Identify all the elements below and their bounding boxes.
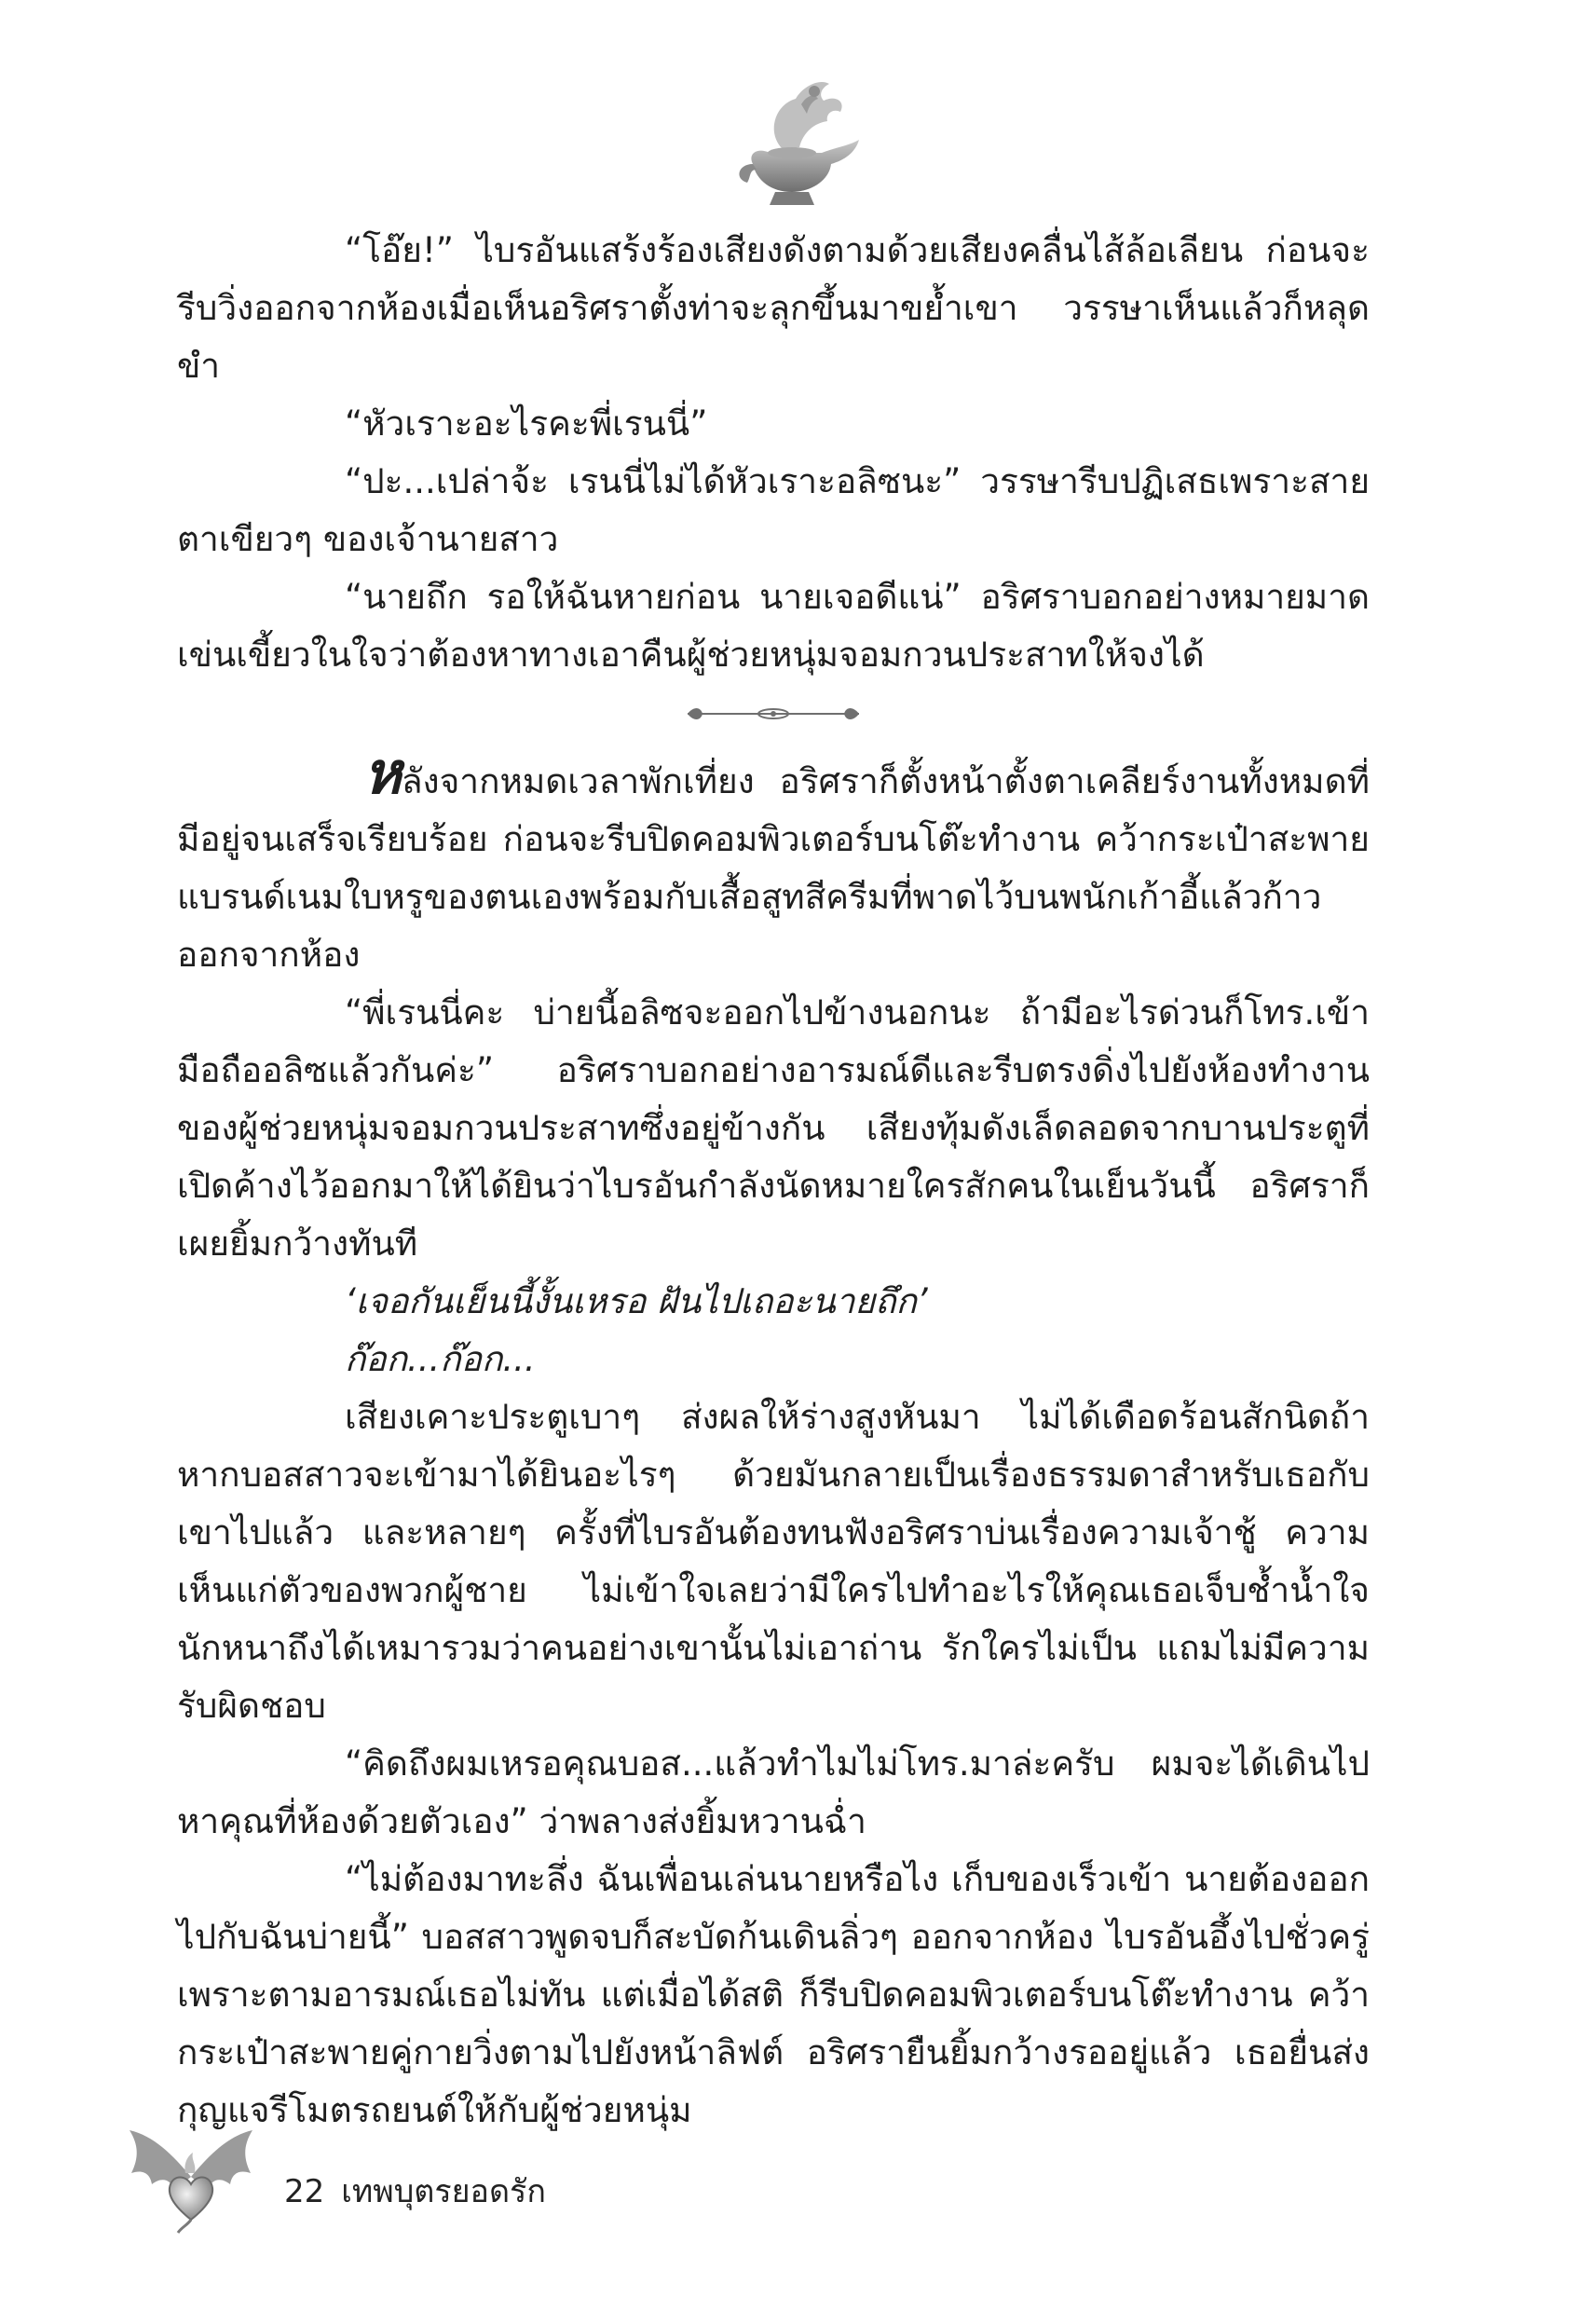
paragraph: “คิดถึงผมเหรอคุณบอส...แล้วทำไมไม่โทร.มาล่ะครับ ผมจะได้เดินไปหาคุณที่ห้องด้วยตัวเอง” ว่าพลางส่งยิ้มหวานฉ่ำ xyxy=(177,1744,1370,1841)
book-title: เทพบุตรยอดรัก xyxy=(341,2173,546,2210)
genie-lamp-icon xyxy=(710,67,878,216)
paragraph-sound: ก๊อก...ก๊อก... xyxy=(345,1339,536,1379)
paragraph: เสียงเคาะประตูเบาๆ ส่งผลให้ร่างสูงหันมา ไม่ได้เดือดร้อนสักนิดถ้าหากบอสสาวจะเข้ามาได้ยินอะไรๆ ด้วยมันกลายเป็นเรื่องธรรมดาสำหรับเธอกับเขาไปแล้ว และหลายๆ ครั้งที่ไบรอันต้องทนฟังอริศราบ่นเรื่องความเจ้าชู้ ความเห็นแก่ตัวของพวกผู้ชาย ไม่เข้าใจเลยว่ามีใครไปทำอะไรให้คุณเธอเจ็บช้ำน้ำใจนักหนาถึงได้เหมารวมว่าคนอย่างเขานั้นไม่เอาถ่าน รักใครไม่เป็น แถมไม่มีความรับผิดชอบ xyxy=(177,1397,1370,1726)
page-footer xyxy=(126,2108,685,2257)
paragraph: “พี่เรนนี่คะ บ่ายนี้อลิซจะออกไปข้างนอกนะ ถ้ามีอะไรด่วนก็โทร.เข้ามือถืออลิซแล้วกันค่ะ” อริศราบอกอย่างอารมณ์ดีและรีบตรงดิ่งไปยังห้องทำงานของผู้ช่วยหนุ่มจอมกวนประสาทซึ่งอยู่ข้างกัน เสียงทุ้มดังเล็ดลอดจากบานประตูที่เปิดค้างไว้ออกมาให้ได้ยินว่าไบรอันกำลังนัดหมายใครสักคนในเย็นวันนี้ อริศราก็เผยยิ้มกว้างทันที xyxy=(177,992,1370,1264)
paragraph: “โอ๊ย!” ไบรอันแสร้งร้องเสียงดังตามด้วยเสียงคลื่นไส้ล้อเลียน ก่อนจะรีบวิ่งออกจากห้องเมื่อเห็นอริศราตั้งท่าจะลุกขึ้นมาขย้ำเขา วรรษาเห็นแล้วก็หลุดขำ xyxy=(177,230,1370,386)
paragraph-with-dropcap xyxy=(177,739,1370,984)
body-text xyxy=(177,222,1370,2140)
ornamental-divider-icon xyxy=(680,703,866,725)
bat-wing-heart-icon xyxy=(126,2108,256,2238)
dropcap-letter: ห xyxy=(363,739,402,807)
paragraph: “ไม่ต้องมาทะลึ่ง ฉันเพื่อนเล่นนายหรือไง เก็บของเร็วเข้า นายต้องออกไปกับฉันบ่ายนี้” บอสสาวพูดจบก็สะบัดก้นเดินลิ่วๆ ออกจากห้อง ไบรอันอึ้งไปชั่วครู่เพราะตามอารมณ์เธอไม่ทัน แต่เมื่อได้สติ ก็รีบปิดคอมพิวเตอร์บนโต๊ะทำงาน คว้ากระเป๋าสะพายคู่กายวิ่งตามไปยังหน้าลิฟต์ อริศรายืนยิ้มกว้างรออยู่แล้ว เธอยื่นส่งกุญแจรีโมตรถยนต์ให้กับผู้ช่วยหนุ่ม xyxy=(177,1859,1370,2130)
paragraph-thought: ‘เจอกันเย็นนี้งั้นเหรอ ฝันไปเถอะนายถึก’ xyxy=(345,1281,928,1321)
paragraph-text: ลังจากหมดเวลาพักเที่ยง อริศราก็ตั้งหน้าตั้งตาเคลียร์งานทั้งหมดที่มีอยู่จนเสร็จเรียบร้อย ก่อนจะรีบปิดคอมพิวเตอร์บนโต๊ะทำงาน คว้ากระเป๋าสะพายแบรนด์เนมใบหรูของตนเองพร้อมกับเสื้อสูทสีครีมที่พาดไว้บนพนักเก้าอี้แล้วก้าวออกจากห้อง xyxy=(177,761,1370,975)
footer-label xyxy=(284,2166,563,2216)
paragraph: “ปะ...เปล่าจ้ะ เรนนี่ไม่ได้หัวเราะอลิซนะ” วรรษารีบปฏิเสธเพราะสายตาเขียวๆ ของเจ้านายสาว xyxy=(177,461,1370,559)
paragraph: “หัวเราะอะไรคะพี่เรนนี่” xyxy=(345,403,708,444)
paragraph: “นายถึก รอให้ฉันหายก่อน นายเจอดีแน่” อริศราบอกอย่างหมายมาดเข่นเขี้ยวในใจว่าต้องหาทางเอาคืนผู้ช่วยหนุ่มจอมกวนประสาทให้จงได้ xyxy=(177,577,1370,675)
page-number: 22 xyxy=(284,2173,325,2210)
